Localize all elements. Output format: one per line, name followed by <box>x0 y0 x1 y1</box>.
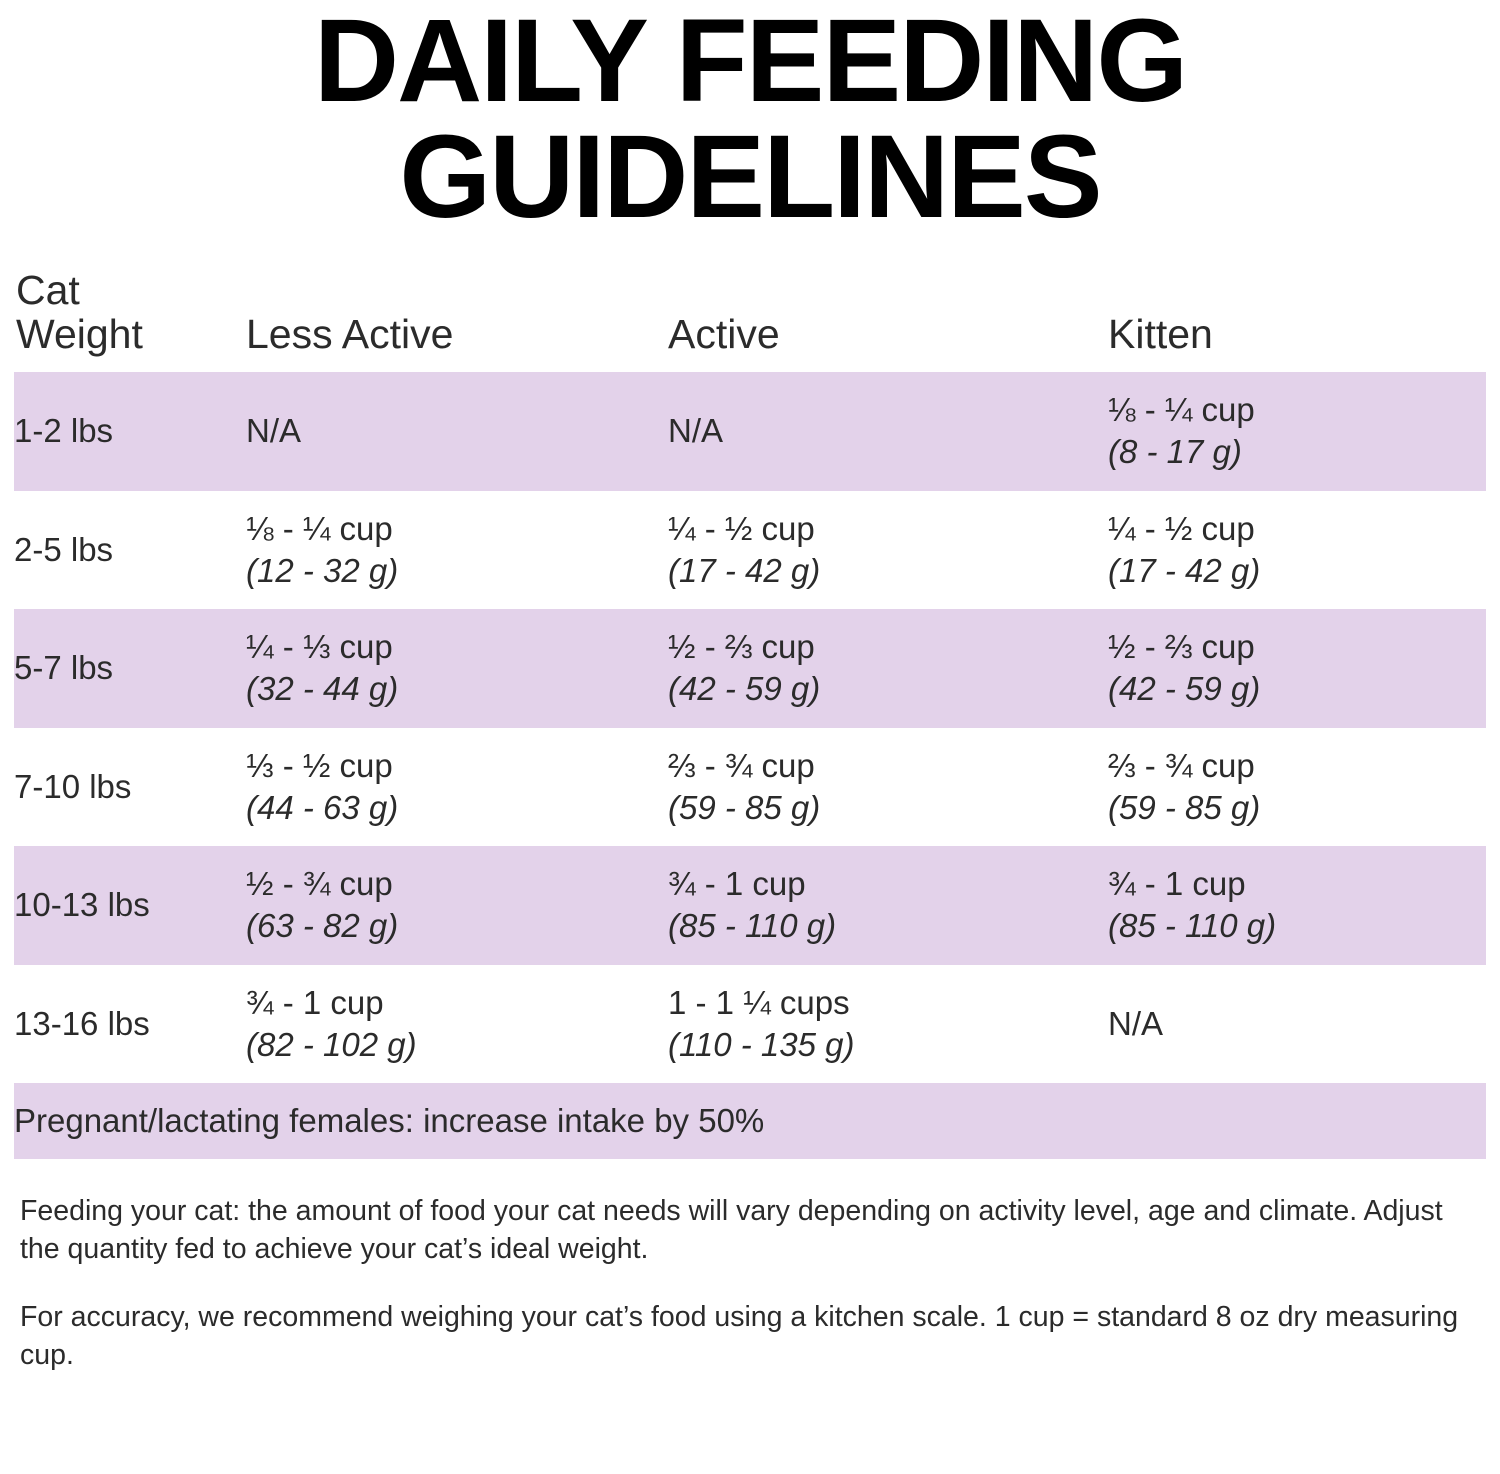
cell-weight: 7-10 lbs <box>14 767 132 805</box>
footnotes <box>14 1193 1486 1375</box>
table-header <box>14 269 1486 372</box>
cell-less-active <box>246 609 668 727</box>
table-row <box>14 846 1486 964</box>
cell-kitten-cup: ⅛ - ¼ cup <box>1108 391 1255 429</box>
cell-less-active-cup: N/A <box>246 412 302 450</box>
page-title-line-1: DAILY FEEDING <box>313 0 1187 127</box>
cell-less-active-cup: ¾ - 1 cup <box>246 983 384 1021</box>
cell-kitten <box>1108 846 1486 964</box>
cell-less-active-cup: ⅛ - ¼ cup <box>246 509 393 547</box>
cell-weight: 13-16 lbs <box>14 1004 150 1042</box>
cell-kitten <box>1108 965 1486 1083</box>
cell-weight: 5-7 lbs <box>14 609 246 727</box>
cell-weight: 2-5 lbs <box>14 530 114 568</box>
footnote-feeding-your-cat: Feeding your cat: the amount of food your cat needs will vary depending on activity level, age and climate. Adjust the quantity fed to achieve your cat’s ideal weight. <box>20 1195 1443 1266</box>
cell-active-grams: (59 - 85 g) <box>668 788 821 826</box>
cell-active-grams: (110 - 135 g) <box>668 1025 855 1063</box>
table-row <box>14 728 1486 846</box>
cell-kitten-cup: ½ - ⅔ cup <box>1108 628 1255 666</box>
column-header-less-active: Less Active <box>246 310 454 357</box>
cell-active-cup: 1 - 1 ¼ cups <box>668 983 850 1021</box>
cell-less-active-grams: (63 - 82 g) <box>246 907 399 945</box>
cell-kitten-grams: (42 - 59 g) <box>1108 670 1261 708</box>
cell-active-cup: N/A <box>668 412 724 450</box>
cell-less-active-cup: ¼ - ⅓ cup <box>246 628 393 666</box>
cell-active-cup: ½ - ⅔ cup <box>668 628 815 666</box>
cell-active <box>668 491 1108 609</box>
feeding-table <box>14 269 1486 1159</box>
cell-active <box>668 728 1108 846</box>
cell-less-active <box>246 372 668 490</box>
cell-less-active-grams: (12 - 32 g) <box>246 551 399 589</box>
cell-active-grams: (85 - 110 g) <box>668 907 837 945</box>
cell-active <box>668 372 1108 490</box>
cell-kitten <box>1108 372 1486 490</box>
table-row <box>14 491 1486 609</box>
cell-weight: 1-2 lbs <box>14 372 246 490</box>
column-header-cat-weight <box>14 269 246 372</box>
cell-kitten-grams: (8 - 17 g) <box>1108 433 1242 471</box>
column-header-active: Active <box>668 310 780 357</box>
table-body <box>14 372 1486 1159</box>
cell-kitten <box>1108 491 1486 609</box>
cell-less-active <box>246 846 668 964</box>
cell-active <box>668 846 1108 964</box>
cell-kitten-grams: (17 - 42 g) <box>1108 551 1261 589</box>
cell-kitten <box>1108 728 1486 846</box>
cell-kitten <box>1108 609 1486 727</box>
cell-less-active-grams: (82 - 102 g) <box>246 1025 417 1063</box>
table-row <box>14 372 1486 490</box>
cell-kitten-grams: (85 - 110 g) <box>1108 907 1277 945</box>
column-header-cat-weight-line-1: Cat <box>16 267 80 314</box>
cell-kitten-cup: ¾ - 1 cup <box>1108 865 1246 903</box>
table-row <box>14 965 1486 1083</box>
pregnant-lactating-note: Pregnant/lactating females: increase intake by 50% <box>14 1083 1486 1159</box>
cell-active-cup: ¼ - ½ cup <box>668 509 815 547</box>
cell-kitten-cup: ¼ - ½ cup <box>1108 509 1255 547</box>
cell-weight: 10-13 lbs <box>14 846 246 964</box>
table-row <box>14 609 1486 727</box>
column-header-kitten: Kitten <box>1108 310 1213 357</box>
cell-less-active-grams: (32 - 44 g) <box>246 670 399 708</box>
column-header-cat-weight-line-2: Weight <box>16 310 143 357</box>
cell-active-grams: (17 - 42 g) <box>668 551 821 589</box>
cell-less-active-cup: ⅓ - ½ cup <box>246 746 393 784</box>
cell-less-active <box>246 491 668 609</box>
table-header-row <box>14 269 1486 372</box>
cell-kitten-grams: (59 - 85 g) <box>1108 788 1261 826</box>
table-note-row <box>14 1083 1486 1159</box>
footnote-accuracy: For accuracy, we recommend weighing your cat’s food using a kitchen scale. 1 cup = standard 8 oz dry measuring cup. <box>20 1300 1459 1371</box>
page-title-line-2: GUIDELINES <box>399 110 1101 243</box>
cell-kitten-cup: ⅔ - ¾ cup <box>1108 746 1255 784</box>
cell-less-active-cup: ½ - ¾ cup <box>246 865 393 903</box>
cell-kitten-cup: N/A <box>1108 1004 1164 1042</box>
cell-less-active <box>246 728 668 846</box>
cell-active-grams: (42 - 59 g) <box>668 670 821 708</box>
cell-active <box>668 965 1108 1083</box>
cell-less-active <box>246 965 668 1083</box>
cell-active <box>668 609 1108 727</box>
cell-active-cup: ⅔ - ¾ cup <box>668 746 815 784</box>
cell-active-cup: ¾ - 1 cup <box>668 865 806 903</box>
cell-less-active-grams: (44 - 63 g) <box>246 788 399 826</box>
page-title <box>14 0 1486 243</box>
